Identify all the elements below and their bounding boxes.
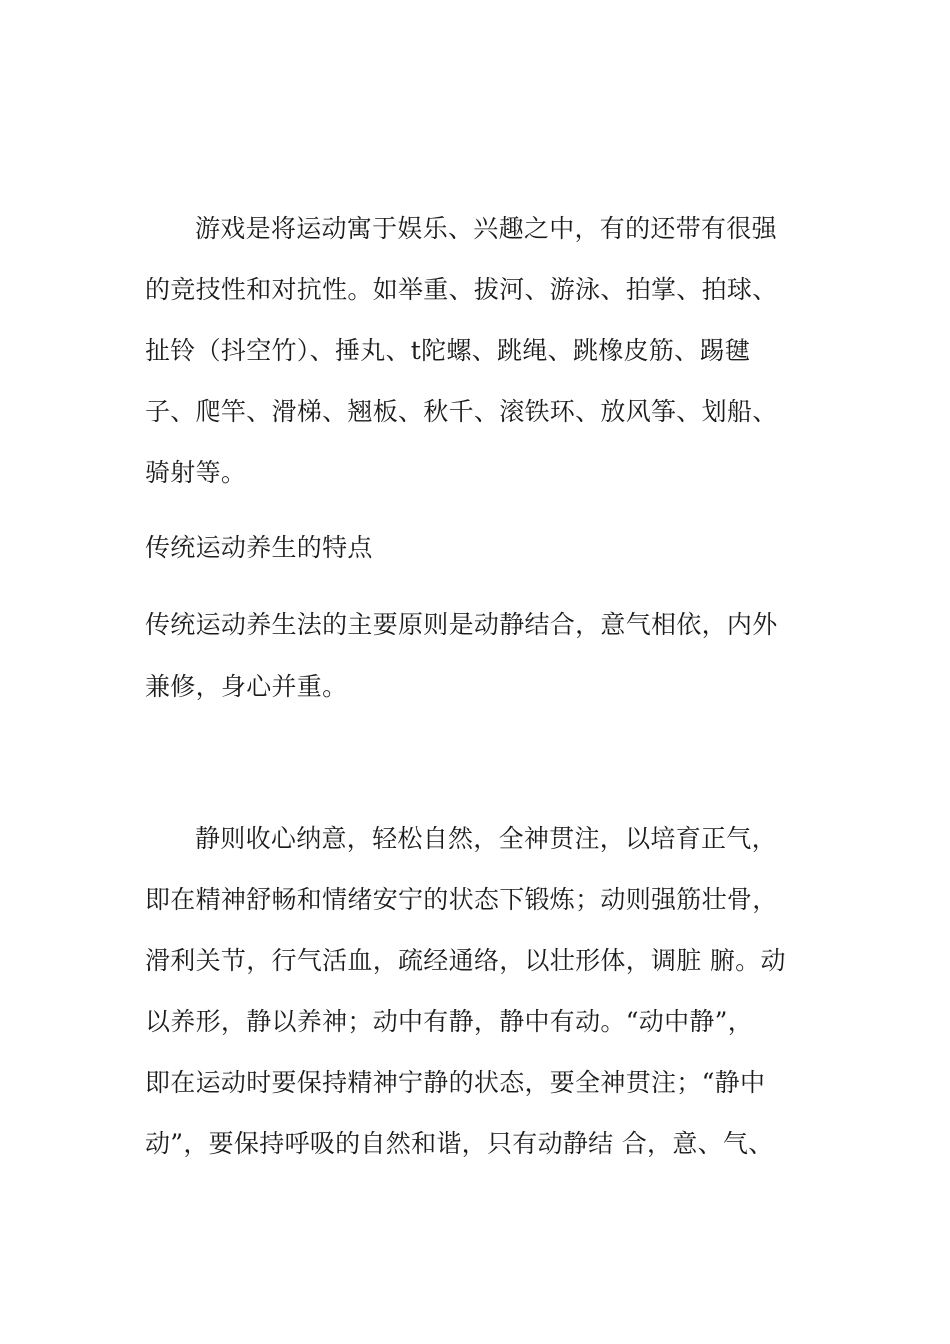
text-line: 兼修，身心并重。 bbox=[145, 672, 348, 701]
text-line: 即在运动时要保持精神宁静的状态，要全神贯注；“静中 bbox=[145, 1068, 766, 1097]
text-line: 子、爬竿、滑梯、翘板、秋千、滚铁环、放风筝、划船、 bbox=[145, 397, 778, 426]
text-line: 静则收心纳意，轻松自然，全神贯注，以培育正气， bbox=[195, 824, 777, 853]
text-line: 扯铃（抖空竹）、捶丸、t陀螺、跳绳、跳橡皮筋、踢毽 bbox=[145, 336, 751, 365]
text-line: 滑利关节，行气活血，疏经通络，以壮形体，调脏 腑。动 bbox=[145, 946, 786, 975]
text-line: 以养形，静以养神；动中有静，静中有动。“动中静”， bbox=[145, 1007, 754, 1036]
text-line: 传统运动养生法的主要原则是动静结合，意气相依，内外 bbox=[145, 610, 778, 639]
text-line: 动”，要保持呼吸的自然和谐，只有动静结 合，意、气、 bbox=[145, 1129, 774, 1158]
text-line: 即在精神舒畅和情绪安宁的状态下锻炼；动则强筋壮骨， bbox=[145, 885, 778, 914]
text-line: 骑射等。 bbox=[145, 458, 247, 487]
text-line: 的竞技性和对抗性。如举重、拔河、游泳、拍掌、拍球、 bbox=[145, 275, 778, 304]
text-line: 游戏是将运动寓于娱乐、兴趣之中，有的还带有很强 bbox=[195, 214, 777, 243]
section-heading: 传统运动养生的特点 bbox=[145, 533, 373, 562]
